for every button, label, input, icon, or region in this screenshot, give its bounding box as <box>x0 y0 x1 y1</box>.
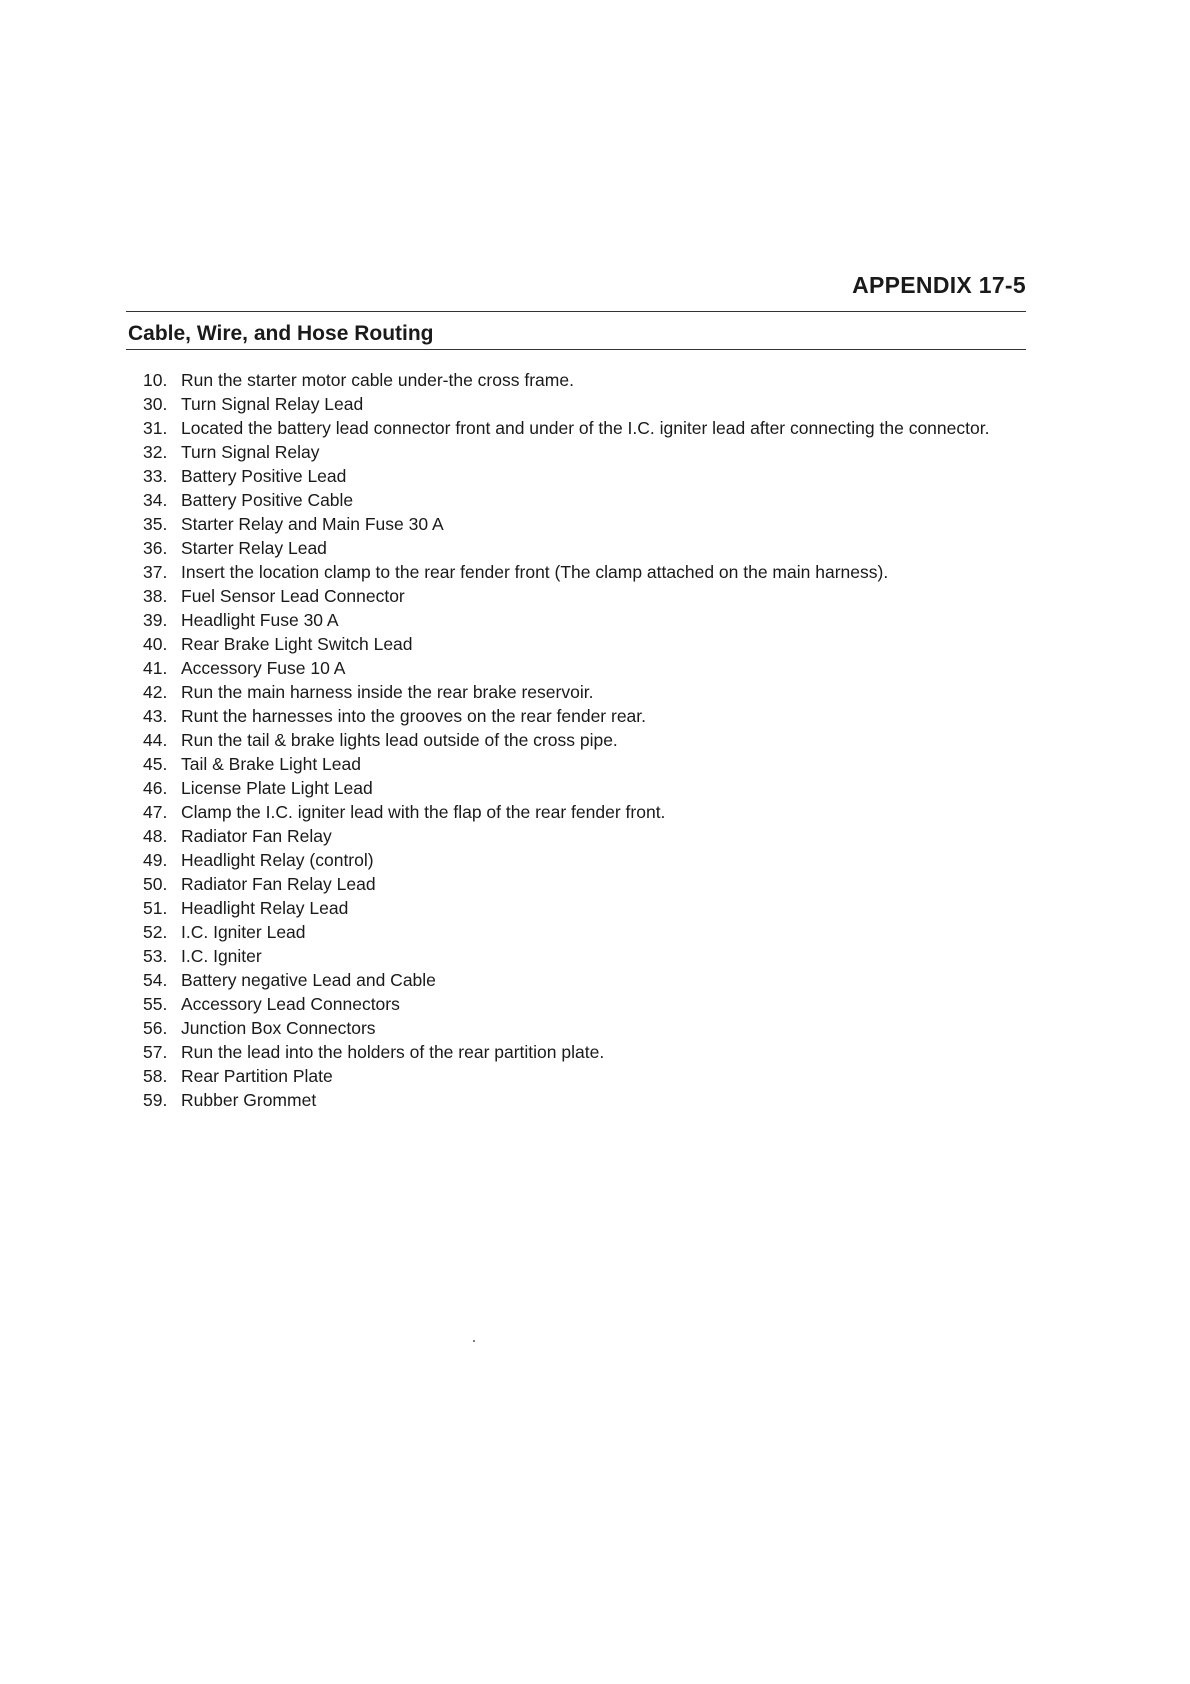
item-text: Battery Positive Cable <box>181 490 354 510</box>
item-number: 52. <box>143 922 168 942</box>
legend-item <box>143 824 1033 848</box>
item-text: Radiator Fan Relay Lead <box>181 874 376 894</box>
item-text: Battery negative Lead and Cable <box>181 970 436 990</box>
item-number: 45. <box>143 754 168 774</box>
legend-item <box>143 584 1033 608</box>
item-number: 30. <box>143 394 168 414</box>
item-text: Starter Relay Lead <box>181 538 327 558</box>
legend-item <box>143 992 1033 1016</box>
item-number: 33. <box>143 466 168 486</box>
item-number: 44. <box>143 730 168 750</box>
legend-item <box>143 752 1033 776</box>
item-number: 36. <box>143 538 168 558</box>
header-rule-top <box>126 311 1026 312</box>
legend-item <box>143 728 1033 752</box>
item-text: Battery Positive Lead <box>181 466 347 486</box>
legend-item <box>143 704 1033 728</box>
legend-item <box>143 1016 1033 1040</box>
item-text: Rubber Grommet <box>181 1090 317 1110</box>
legend-item <box>143 464 1033 488</box>
legend-item <box>143 680 1033 704</box>
item-text: Turn Signal Relay <box>181 442 320 462</box>
item-number: 50. <box>143 874 168 894</box>
item-text: Accessory Fuse 10 A <box>181 658 346 678</box>
item-number: 58. <box>143 1066 168 1086</box>
item-text: Accessory Lead Connectors <box>181 994 400 1014</box>
item-number: 56. <box>143 1018 168 1038</box>
item-text: I.C. Igniter <box>181 946 262 966</box>
item-text: Turn Signal Relay Lead <box>181 394 364 414</box>
item-text: Fuel Sensor Lead Connector <box>181 586 405 606</box>
legend-list <box>143 368 1033 1112</box>
legend-item <box>143 944 1033 968</box>
item-text: Rear Brake Light Switch Lead <box>181 634 413 654</box>
legend-item <box>143 896 1033 920</box>
item-number: 43. <box>143 706 168 726</box>
item-text: Run the lead into the holders of the rear partition plate. <box>181 1042 605 1062</box>
legend-item <box>143 1064 1033 1088</box>
item-number: 35. <box>143 514 168 534</box>
item-number: 37. <box>143 562 168 582</box>
item-number: 46. <box>143 778 168 798</box>
legend-item <box>143 1040 1033 1064</box>
item-number: 57. <box>143 1042 168 1062</box>
item-text: Radiator Fan Relay <box>181 826 332 846</box>
item-text: Tail & Brake Light Lead <box>181 754 361 774</box>
appendix-title: APPENDIX 17-5 <box>852 272 1026 298</box>
legend-item <box>143 632 1033 656</box>
item-number: 59. <box>143 1090 168 1110</box>
legend-item <box>143 560 1033 584</box>
legend-item <box>143 608 1033 632</box>
page-header <box>126 272 1026 312</box>
item-text: Run the starter motor cable under-the cross frame. <box>181 370 574 390</box>
item-number: 49. <box>143 850 168 870</box>
item-number: 31. <box>143 418 168 438</box>
item-text: Located the battery lead connector front and under of the I.C. igniter lead after connecting the connector. <box>181 418 990 438</box>
legend-item <box>143 392 1033 416</box>
item-text: Run the tail & brake lights lead outside of the cross pipe. <box>181 730 618 750</box>
item-number: 41. <box>143 658 168 678</box>
item-text: Headlight Relay Lead <box>181 898 349 918</box>
item-number: 51. <box>143 898 168 918</box>
legend-item <box>143 416 1033 440</box>
legend-item <box>143 656 1033 680</box>
item-number: 55. <box>143 994 168 1014</box>
item-number: 47. <box>143 802 168 822</box>
item-number: 39. <box>143 610 168 630</box>
legend-item <box>143 920 1033 944</box>
item-number: 40. <box>143 634 168 654</box>
legend-item <box>143 800 1033 824</box>
item-text: Starter Relay and Main Fuse 30 A <box>181 514 444 534</box>
item-text: Clamp the I.C. igniter lead with the flap of the rear fender front. <box>181 802 666 822</box>
item-number: 54. <box>143 970 168 990</box>
item-number: 34. <box>143 490 168 510</box>
item-number: 10. <box>143 370 168 390</box>
scan-speck <box>473 1340 475 1342</box>
item-number: 38. <box>143 586 168 606</box>
legend-item <box>143 512 1033 536</box>
item-text: I.C. Igniter Lead <box>181 922 306 942</box>
legend-item <box>143 776 1033 800</box>
legend-item <box>143 440 1033 464</box>
item-text: Headlight Fuse 30 A <box>181 610 339 630</box>
legend-item <box>143 848 1033 872</box>
legend-item <box>143 368 1033 392</box>
item-text: License Plate Light Lead <box>181 778 373 798</box>
item-number: 42. <box>143 682 168 702</box>
legend-item <box>143 968 1033 992</box>
legend-item <box>143 488 1033 512</box>
item-number: 53. <box>143 946 168 966</box>
item-text: Junction Box Connectors <box>181 1018 376 1038</box>
item-text: Insert the location clamp to the rear fender front (The clamp attached on the main harness). <box>181 562 889 582</box>
item-text: Rear Partition Plate <box>181 1066 333 1086</box>
item-number: 48. <box>143 826 168 846</box>
header-rule-bottom <box>126 349 1026 350</box>
legend-item <box>143 1088 1033 1112</box>
item-text: Runt the harnesses into the grooves on the rear fender rear. <box>181 706 647 726</box>
legend-item <box>143 872 1033 896</box>
section-title: Cable, Wire, and Hose Routing <box>128 322 434 345</box>
item-number: 32. <box>143 442 168 462</box>
item-text: Run the main harness inside the rear brake reservoir. <box>181 682 594 702</box>
legend-item <box>143 536 1033 560</box>
item-text: Headlight Relay (control) <box>181 850 374 870</box>
